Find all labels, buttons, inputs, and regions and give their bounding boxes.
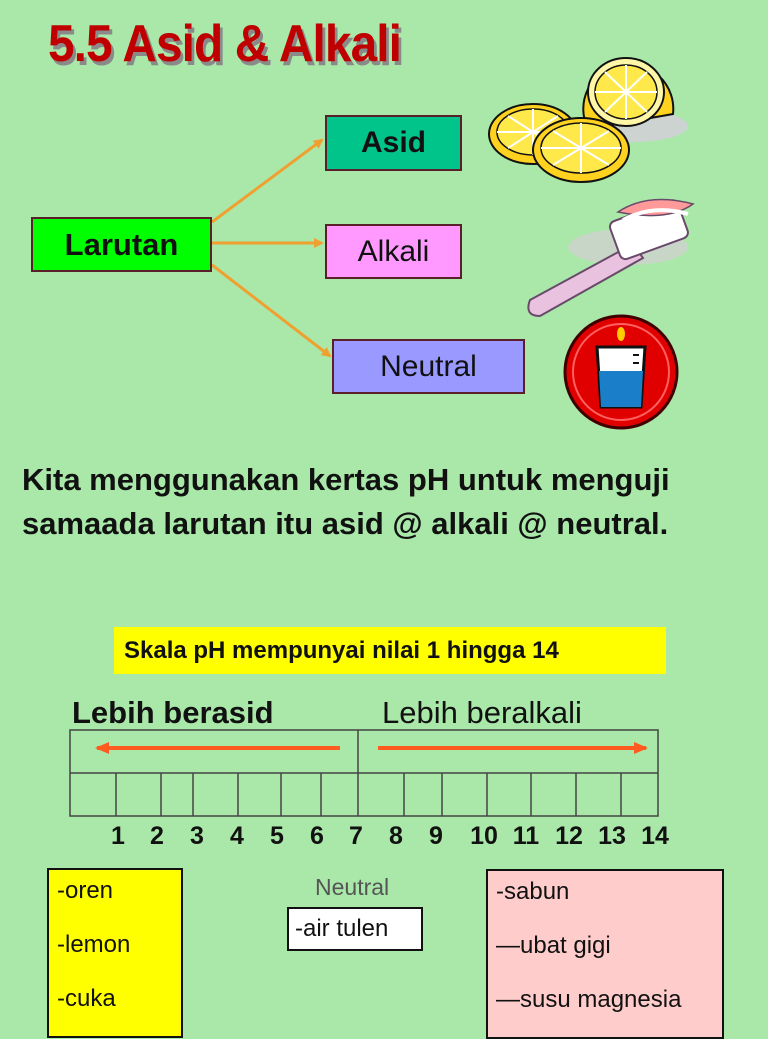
intro-paragraph: Kita menggunakan kertas pH untuk menguji samaada larutan itu asid @ alkali @ neutral. (22, 462, 670, 541)
tick-label: 9 (429, 822, 443, 850)
tick-label: 1 (111, 822, 125, 850)
tick-label: 3 (190, 822, 204, 850)
ph-scale-grid (0, 720, 768, 820)
alkali-example: -sabun (496, 878, 570, 905)
acid-example: -lemon (57, 931, 131, 958)
tick-label: 13 (598, 822, 626, 850)
tick-label: 8 (389, 822, 403, 850)
larutan-box: Larutan (31, 217, 212, 272)
alkali-example: —ubat gigi (496, 932, 611, 959)
alkali-example: —susu magnesia (496, 986, 682, 1013)
asid-box: Asid (325, 115, 462, 171)
tick-label: 10 (470, 822, 498, 850)
tick-label: 4 (230, 822, 244, 850)
tick-label: 2 (150, 822, 164, 850)
tick-label: 14 (641, 822, 669, 850)
lemon-icon (488, 44, 688, 184)
neutral-example-box: -air tulen (287, 907, 423, 951)
alkali-direction-label: Lebih beralkali (382, 695, 582, 730)
tick-label: 6 (310, 822, 324, 850)
beaker-icon (561, 313, 681, 431)
acid-example: -cuka (57, 985, 116, 1012)
acid-direction-label: Lebih berasid (72, 695, 274, 730)
tick-label: 7 (349, 822, 363, 850)
alkali-examples-box (486, 869, 724, 1039)
toothbrush-icon (518, 192, 708, 324)
neutral-box: Neutral (332, 339, 525, 394)
arrow-to-neutral (212, 265, 330, 356)
tick-label: 11 (512, 822, 540, 850)
page-title: 5.5 Asid & Alkali (48, 15, 402, 73)
tick-label: 12 (555, 822, 583, 850)
arrow-to-asid (212, 140, 322, 222)
acid-example: -oren (57, 877, 114, 904)
tick-label: 5 (270, 822, 284, 850)
neutral-label: Neutral (315, 874, 390, 900)
acid-examples-box (47, 868, 183, 1038)
ph-scale-banner: Skala pH mempunyai nilai 1 hingga 14 (114, 627, 666, 674)
alkali-box: Alkali (325, 224, 462, 279)
